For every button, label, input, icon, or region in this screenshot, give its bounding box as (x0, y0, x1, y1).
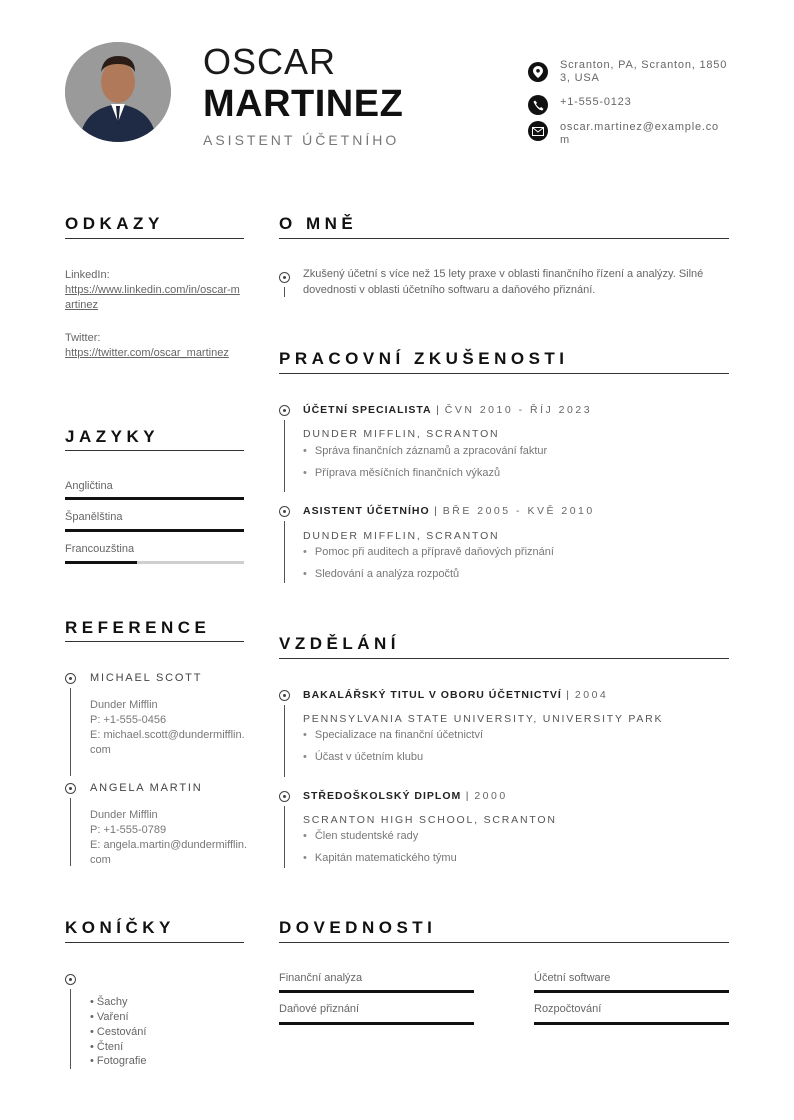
twitter-label: Twitter: (65, 332, 101, 344)
phone-text: +1-555-0123 (560, 96, 632, 108)
timeline-line (284, 420, 285, 492)
twitter-block (65, 331, 244, 361)
hobby-item: • Čtení (90, 1040, 124, 1053)
skill-name: Finanční analýza (279, 972, 363, 984)
education-bullet: • Kapitán matematického týmu (303, 852, 457, 864)
language-bar (65, 561, 244, 564)
reference-details (90, 698, 248, 757)
timeline-line (70, 798, 71, 866)
education-bullet: • Specializace na finanční účetnictví (303, 729, 484, 741)
links-rule (65, 238, 244, 239)
hobby-item: • Vaření (90, 1010, 129, 1023)
education-bullet-text: Účast v účetním klubu (314, 751, 424, 763)
school-name: SCRANTON HIGH SCHOOL, SCRANTON (303, 814, 557, 826)
reference-company: Dunder Mifflin (90, 809, 158, 821)
language-bar-fill (65, 529, 244, 532)
experience-rule (279, 373, 729, 374)
timeline-marker-icon (65, 673, 76, 684)
skill-bar-fill (279, 1022, 474, 1025)
language-name: Angličtina (65, 480, 113, 492)
about-text: Zkušený účetní s více než 15 lety praxe v oblasti finančního řízení a analýzy. Silné dovednosti v oblasti účetního softwaru a daňového přiznání. (303, 268, 704, 296)
timeline-marker-icon (279, 405, 290, 416)
phone-icon (528, 95, 548, 115)
job-title: ASISTENT ÚČETNÍHO (203, 132, 400, 148)
skill-name: Daňové přiznání (279, 1003, 360, 1015)
reference-phone: P: +1-555-0789 (90, 823, 167, 836)
profile-photo (65, 42, 171, 142)
linkedin-block (65, 268, 244, 313)
job-bullet: • Příprava měsíčních finančních výkazů (303, 467, 501, 479)
email-icon (528, 121, 548, 141)
hobby-item: • Fotografie (90, 1055, 147, 1068)
hobby-item: • Cestování (90, 1025, 147, 1038)
job-bullet-text: Pomoc při auditech a přípravě daňových přiznání (314, 546, 554, 558)
reference-details (90, 808, 248, 867)
education-bullet-text: Kapitán matematického týmu (314, 852, 457, 864)
school-name: PENNSYLVANIA STATE UNIVERSITY, UNIVERSITY PARK (303, 713, 664, 725)
timeline-marker-icon (65, 783, 76, 794)
timeline-line (284, 705, 285, 777)
language-name: Španělština (65, 511, 123, 523)
timeline-marker-icon (279, 791, 290, 802)
education-rule (279, 658, 729, 659)
language-bar-fill (65, 561, 137, 564)
timeline-line (284, 521, 285, 583)
reference-email[interactable]: E: michael.scott@dundermifflin.com (90, 728, 245, 756)
reference-company: Dunder Mifflin (90, 699, 158, 711)
degree-title: STŘEDOŠKOLSKÝ DIPLOM (303, 790, 462, 802)
hobbies-rule (65, 942, 244, 943)
skill-bar-fill (534, 1022, 729, 1025)
linkedin-label: LinkedIn: (65, 269, 110, 281)
degree-year: 2000 (474, 790, 508, 802)
about-rule (279, 238, 729, 239)
skill-bar (279, 990, 474, 993)
timeline-line (284, 806, 285, 868)
education-entry-heading: STŘEDOŠKOLSKÝ DIPLOM | 2000 (303, 790, 508, 802)
reference-name: ANGELA MARTIN (90, 782, 203, 794)
degree-year: 2004 (574, 689, 609, 701)
skill-name: Účetní software (534, 972, 611, 984)
education-bullet-text: Člen studentské rady (314, 830, 419, 842)
contact-phone (528, 95, 728, 115)
job-bullet-text: Sledování a analýza rozpočtů (314, 568, 460, 580)
skills-rule (279, 942, 729, 943)
twitter-link[interactable]: https://twitter.com/oscar_martinez (65, 346, 229, 359)
job-bullet: • Pomoc při auditech a přípravě daňových přiznání (303, 546, 554, 558)
hobby-item: • Šachy (90, 996, 128, 1008)
reference-email[interactable]: E: angela.martin@dundermifflin.com (90, 838, 248, 866)
skill-bar-fill (279, 990, 474, 993)
reference-phone: P: +1-555-0456 (90, 713, 167, 726)
skills-heading: DOVEDNOSTI (279, 918, 437, 937)
references-heading: REFERENCE (65, 618, 211, 637)
timeline-line (284, 287, 285, 297)
contact-email (528, 121, 728, 146)
references-rule (65, 641, 244, 642)
languages-heading: JAZYKY (65, 427, 160, 446)
location-icon (528, 62, 548, 82)
about-heading: O MNĚ (279, 214, 358, 233)
job-title: ÚČETNÍ SPECIALISTA (303, 404, 432, 416)
first-name: OSCAR (203, 41, 337, 82)
timeline-line (70, 989, 71, 1069)
skill-bar (534, 1022, 729, 1025)
timeline-marker-icon (279, 506, 290, 517)
address-text: Scranton, PA, Scranton, 18503, USA (560, 59, 728, 84)
job-heading: ASISTENT ÚČETNÍHO | BŘE 2005 - KVĚ 2010 (303, 505, 595, 517)
education-entry-heading: BAKALÁŘSKÝ TITUL V OBORU ÚČETNICTVÍ | 2004 (303, 689, 609, 701)
contact-address (528, 59, 728, 84)
hobbies-heading: KONÍČKY (65, 918, 175, 937)
timeline-line (70, 688, 71, 776)
job-dates: ČVN 2010 - ŘÍJ 2023 (444, 404, 593, 416)
linkedin-link[interactable]: https://www.linkedin.com/in/oscar-martinez (65, 283, 240, 311)
links-heading: ODKAZY (65, 214, 164, 233)
job-bullet-text: Správa finančních záznamů a zpracování faktur (314, 445, 548, 457)
skill-bar (279, 1022, 474, 1025)
skill-bar-fill (534, 990, 729, 993)
language-bar (65, 529, 244, 532)
timeline-marker-icon (279, 272, 290, 283)
job-bullet: • Sledování a analýza rozpočtů (303, 568, 460, 580)
language-name: Francouzština (65, 543, 135, 555)
education-bullet: • Člen studentské rady (303, 830, 419, 842)
reference-name: MICHAEL SCOTT (90, 672, 203, 684)
degree-title: BAKALÁŘSKÝ TITUL V OBORU ÚČETNICTVÍ (303, 689, 562, 701)
experience-heading: PRACOVNÍ ZKUŠENOSTI (279, 349, 569, 368)
job-title: ASISTENT ÚČETNÍHO (303, 505, 430, 517)
timeline-marker-icon (279, 690, 290, 701)
language-bar-fill (65, 497, 244, 500)
email-text[interactable]: oscar.martinez@example.com (560, 121, 719, 146)
skill-bar (534, 990, 729, 993)
job-company: DUNDER MIFFLIN, SCRANTON (303, 428, 500, 440)
education-heading: VZDĚLÁNÍ (279, 634, 400, 653)
hobbies-list (90, 995, 146, 1069)
timeline-marker-icon (65, 974, 76, 985)
job-dates: BŘE 2005 - KVĚ 2010 (442, 505, 595, 517)
education-bullet-text: Specializace na finanční účetnictví (314, 729, 484, 741)
job-bullet: • Správa finančních záznamů a zpracování faktur (303, 445, 548, 457)
education-bullet: • Účast v účetním klubu (303, 751, 424, 763)
job-company: DUNDER MIFFLIN, SCRANTON (303, 530, 500, 542)
language-bar (65, 497, 244, 500)
languages-rule (65, 450, 244, 451)
job-bullet-text: Příprava měsíčních finančních výkazů (314, 467, 501, 479)
last-name: MARTINEZ (203, 83, 404, 125)
skill-name: Rozpočtování (534, 1003, 602, 1015)
job-heading: ÚČETNÍ SPECIALISTA | ČVN 2010 - ŘÍJ 2023 (303, 404, 593, 416)
